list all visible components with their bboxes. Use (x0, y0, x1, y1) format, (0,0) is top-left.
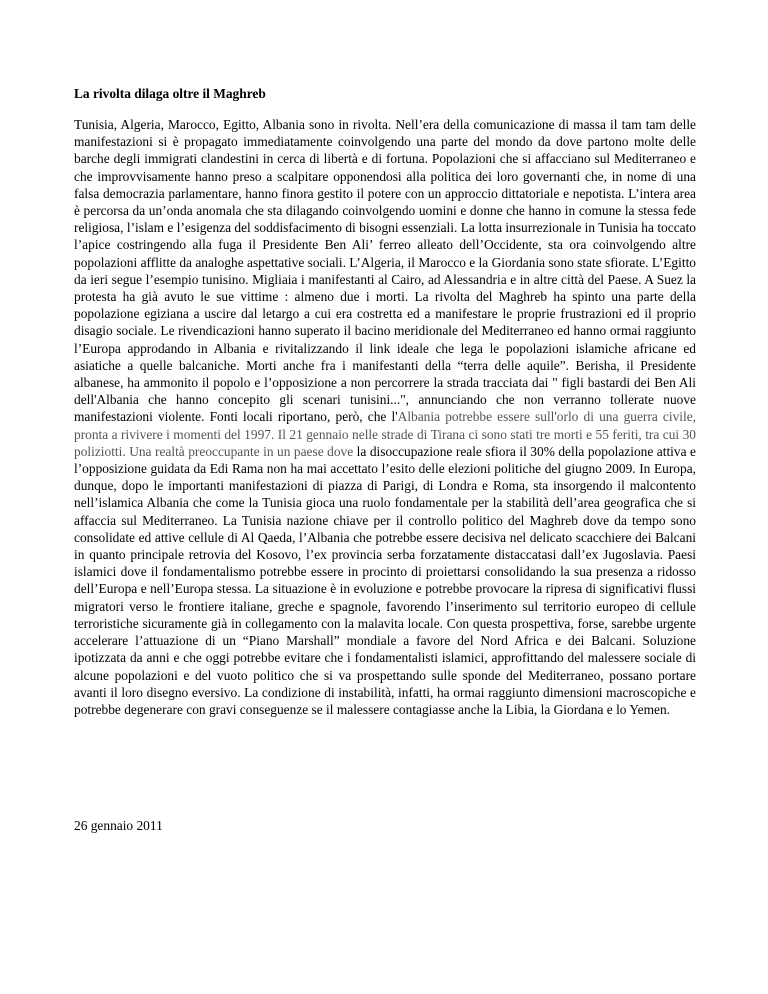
article-body-quoted-source: Albania potrebbe essere sull'orlo di una guerra civile, pronta a rivivere i momenti del 1997. Il 21 gennaio nelle strade di Tirana ci sono stati tre morti e 55 feriti, tra cui 30 poliziotti. Una realtà preoccupante in un paese dove (74, 409, 696, 459)
article-body-part-1: Tunisia, Algeria, Marocco, Egitto, Albania sono in rivolta. Nell’era della comunicazione di massa il tam tam delle manifestazioni si è propagato immediatamente coinvolgendo una parte del mondo da dove partono molte delle barche degli immigrati clandestini in cerca di libertà e di fortuna. Popolazioni che si affacciano sul Mediterraneo e che improvvisamente hanno preso a scalpitare opponendosi alla politica dei loro governanti che, in nome di una falsa democrazia parlamentare, hanno finora gestito il potere con un approccio dittatoriale e nepotista. L’intera area è percorsa da un’onda anomala che sta dilagando coinvolgendo uomini e donne che hanno in comune la stessa fede religiosa, l’islam e l’esigenza del soddisfacimento di bisogni essenziali. La lotta insurrezionale in Tunisia ha toccato l’apice costringendo alla fuga il Presidente Ben Ali’ ferreo alleato dell’Occidente, sta ora coinvolgendo altre popolazioni afflitte da analoghe aspettative sociali. L’Algeria, il Marocco e la Giordania sono state sfiorate. L’Egitto da ieri segue l’esempio tunisino. Migliaia i manifestanti al Cairo, ad Alessandria e in altre città del Paese. A Suez la protesta ha già avuto le sue vittime : almeno due i morti. La rivolta del Maghreb ha spinto una parte della popolazione egiziana a uscire dal letargo a cui era costretta ed a manifestare le proprie frustrazioni ed il proprio disagio sociale. Le rivendicazioni hanno superato il bacino meridionale del Mediterraneo ed hanno ormai raggiunto l’Europa approdando in Albania e rivitalizzando il link ideale che lega le popolazioni islamiche africane ed asiatiche a quelle balcaniche. Morti anche fra i manifestanti della “terra delle aquile”. Berisha, il Presidente albanese, ha ammonito il popolo e l’opposizione a non percorrere la strada tracciata dai " figli bastardi dei Ben Ali dell'Albania che hanno concepito gli scenari tunisini...", annunciando che non verranno tollerate nuove manifestazioni violente. Fonti locali riportano, però, che l' (74, 117, 696, 425)
article-body-part-2: la disoccupazione reale sfiora il 30% della popolazione attiva e l’opposizione guidata da Edi Rama non ha mai accettato l’esito delle elezioni politiche del giugno 2009. In Europa, dunque, dopo le importanti manifestazioni di piazza di Parigi, di Londra e Roma, sta insorgendo il malcontento nell’islamica Albania che come la Tunisia gioca una ruolo fondamentale per la stabilità dell’area geografica che si affaccia sul Mediterraneo. La Tunisia nazione chiave per il controllo politico del Maghreb dove da tempo sono consolidate ed attive cellule di Al Qaeda, l’Albania che potrebbe essere decisiva nel delicato scacchiere dei Balcani in quanto principale retrovia del Kosovo, l’ex provincia serba forzatamente distaccatasi dall’ex Jugoslavia. Paesi islamici dove il fondamentalismo potrebbe essere in procinto di proiettarsi consolidando la sua presenza a ridosso dell’Europa e nell’Europa stessa. La situazione è in evoluzione e potrebbe provocare la ripresa di significativi flussi migratori verso le frontiere italiane, greche e spagnole, favorendo l’inserimento sul territorio europeo di cellule terroristiche sicuramente già in collegamento con la malavita locale. Con questa prospettiva, forse, sarebbe urgente accelerare l’attuazione di un “Piano Marshall” mondiale a favore del Nord Africa e dei Balcani. Soluzione ipotizzata da anni e che oggi potrebbe evitare che i fondamentalisti islamici, approfittando del malessere sociale di alcune popolazioni e del vuoto politico che si va prospettando sulle sponde del Mediterraneo, possano portare avanti il loro disegno eversivo. La condizione di instabilità, infatti, ha ormai raggiunto dimensioni macroscopiche e potrebbe degenerare con gravi conseguenze se il malessere contagiasse anche la Libia, la Giordana e lo Yemen. (74, 443, 696, 717)
article-body (74, 116, 696, 718)
article-title: La rivolta dilaga oltre il Maghreb (74, 86, 266, 101)
article-date: 26 gennaio 2011 (74, 818, 163, 833)
